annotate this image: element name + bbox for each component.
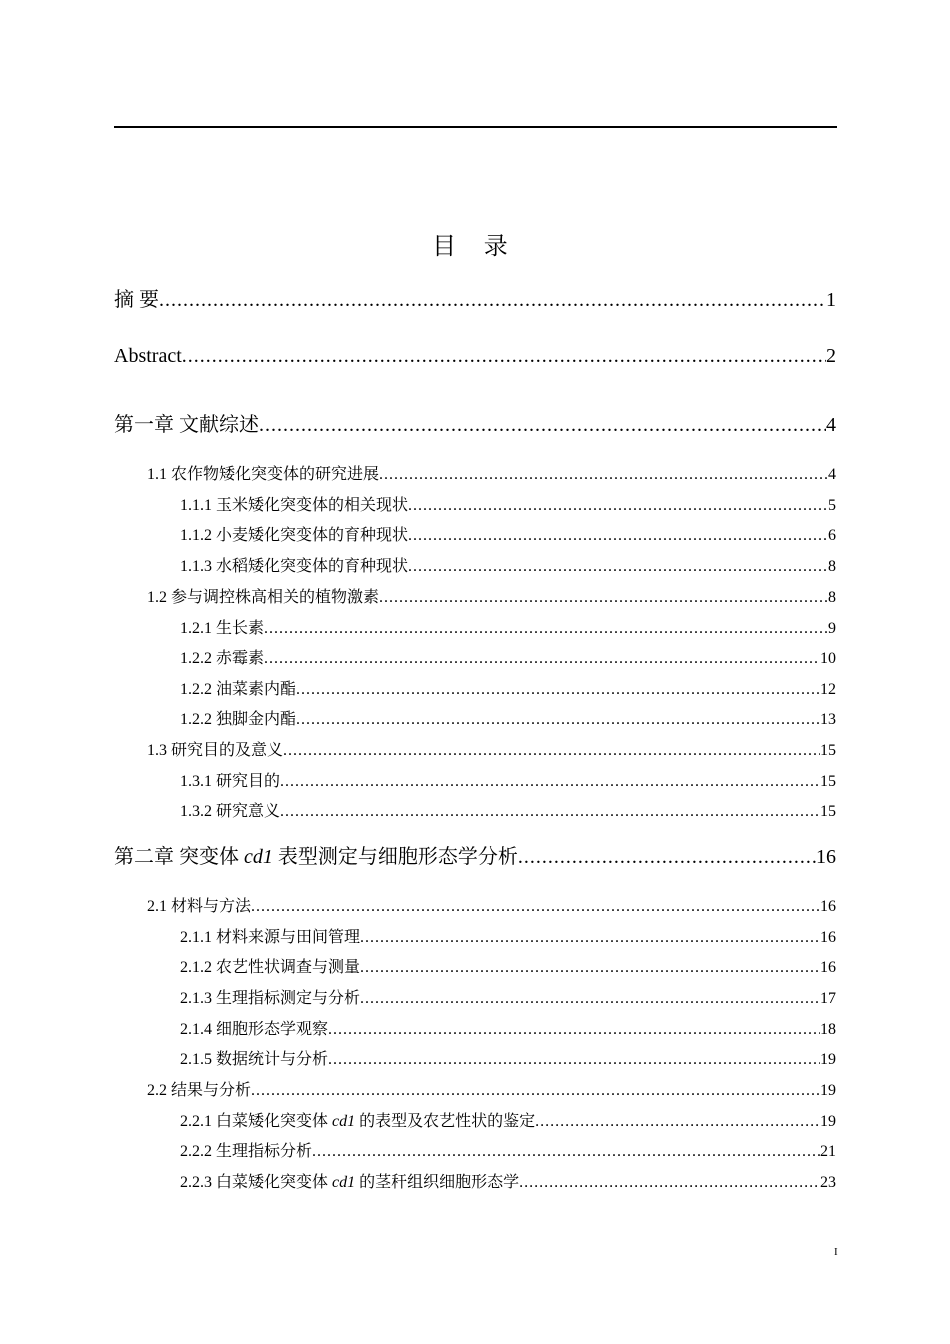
leader-dots xyxy=(535,1113,820,1131)
leader-dots xyxy=(312,1143,820,1161)
toc-entry-1-3-1[interactable] xyxy=(180,768,836,791)
toc-entry-abstract-cn[interactable] xyxy=(114,283,836,312)
toc-entry-page: 21 xyxy=(820,1143,836,1160)
leader-dots xyxy=(518,846,816,869)
toc-entry-label: 2.1.5 数据统计与分析 xyxy=(180,1051,329,1068)
label-pre: 2.2.1 白菜矮化突变体 xyxy=(180,1113,333,1130)
page-number: I xyxy=(834,1246,838,1258)
toc-entry-page: 16 xyxy=(820,959,836,976)
leader-dots xyxy=(360,990,820,1008)
toc-entry-1-2-2-c[interactable] xyxy=(180,706,836,729)
toc-entry-2-2[interactable] xyxy=(147,1077,836,1100)
toc-entry-2-1[interactable] xyxy=(147,893,836,916)
toc-entry-page: 15 xyxy=(820,742,836,759)
leader-dots xyxy=(283,742,820,760)
toc-entry-label: 1.1 农作物矮化突变体的研究进展 xyxy=(147,466,380,483)
label-emphasis: cd1 xyxy=(244,846,273,868)
toc-entry-page: 16 xyxy=(820,929,836,946)
toc-entry-label: 1.2.2 赤霉素 xyxy=(180,650,265,667)
leader-dots xyxy=(408,497,828,515)
leader-dots xyxy=(251,1082,820,1100)
label-emphasis: cd1 xyxy=(332,1113,356,1130)
toc-entry-1-1-2[interactable] xyxy=(180,522,836,545)
toc-entry-1-2-2-a[interactable] xyxy=(180,645,836,668)
toc-entry-label: 1.1.1 玉米矮化突变体的相关现状 xyxy=(180,497,409,514)
toc-entry-label: 2.1.1 材料来源与田间管理 xyxy=(180,929,361,946)
header-rule xyxy=(114,126,837,128)
toc-entry-label: 2.2.2 生理指标分析 xyxy=(180,1143,313,1160)
toc-entry-label: 1.2 参与调控株高相关的植物激素 xyxy=(147,589,380,606)
leader-dots xyxy=(408,558,828,576)
toc-entry-page: 6 xyxy=(828,527,836,544)
toc-entry-label: 2.1.4 细胞形态学观察 xyxy=(180,1021,329,1038)
toc-entry-page: 4 xyxy=(828,466,836,483)
label-pre: 第二章 突变体 xyxy=(114,846,244,868)
leader-dots xyxy=(296,681,820,699)
toc-entry-1-2[interactable] xyxy=(147,584,836,607)
toc-entry-page: 15 xyxy=(820,773,836,790)
toc-entry-page: 9 xyxy=(828,620,836,637)
toc-entry-label: 摘 要 xyxy=(114,289,159,311)
toc-entry-label: 1.3 研究目的及意义 xyxy=(147,742,284,759)
toc-entry-label: 2.1.3 生理指标测定与分析 xyxy=(180,990,361,1007)
leader-dots xyxy=(280,803,820,821)
leader-dots xyxy=(328,1021,820,1039)
toc-entry-page: 8 xyxy=(828,589,836,606)
toc-entry-page: 17 xyxy=(820,990,836,1007)
toc-entry-page: 10 xyxy=(820,650,836,667)
page-title: 目 录 xyxy=(432,232,518,260)
leader-dots xyxy=(280,773,820,791)
toc-entry-1-2-1[interactable] xyxy=(180,615,836,638)
toc-entry-1-3-2[interactable] xyxy=(180,798,836,821)
toc-entry-page: 13 xyxy=(820,711,836,728)
toc-entry-label: 1.1.3 水稻矮化突变体的育种现状 xyxy=(180,558,409,575)
label-post: 表型测定与细胞形态学分析 xyxy=(272,846,518,868)
toc-entry-label xyxy=(180,1169,519,1192)
toc-entry-label xyxy=(114,840,518,869)
toc-entry-2-2-1[interactable] xyxy=(180,1108,836,1131)
leader-dots xyxy=(264,650,820,668)
leader-dots xyxy=(264,620,828,638)
toc-entry-page: 19 xyxy=(820,1113,836,1130)
toc-entry-2-1-2[interactable] xyxy=(180,954,836,977)
toc-entry-page: 2 xyxy=(826,345,836,367)
label-post: 的茎秆组织细胞形态学 xyxy=(355,1174,520,1191)
toc-entry-page: 1 xyxy=(826,289,836,311)
leader-dots xyxy=(408,527,828,545)
toc-entry-1-3[interactable] xyxy=(147,737,836,760)
leader-dots xyxy=(159,289,826,312)
toc-entry-page: 12 xyxy=(820,681,836,698)
toc-entry-label: 第一章 文献综述 xyxy=(114,414,259,436)
toc-entry-page: 19 xyxy=(820,1051,836,1068)
toc-entry-label: 1.2.2 独脚金内酯 xyxy=(180,711,297,728)
toc-entry-label: 2.1.2 农艺性状调查与测量 xyxy=(180,959,361,976)
leader-dots xyxy=(296,711,820,729)
toc-entry-1-2-2-b[interactable] xyxy=(180,676,836,699)
toc-entry-label: 1.2.1 生长素 xyxy=(180,620,265,637)
toc-entry-2-2-2[interactable] xyxy=(180,1138,836,1161)
toc-entry-2-1-5[interactable] xyxy=(180,1046,836,1069)
toc-entry-label xyxy=(180,1108,535,1131)
leader-dots xyxy=(182,345,826,368)
toc-entry-page: 18 xyxy=(820,1021,836,1038)
toc-entry-page: 19 xyxy=(820,1082,836,1099)
toc-entry-page: 16 xyxy=(816,846,836,868)
toc-entry-label: 1.3.1 研究目的 xyxy=(180,773,281,790)
label-emphasis: cd1 xyxy=(332,1174,356,1191)
toc-entry-label: 2.2 结果与分析 xyxy=(147,1082,252,1099)
toc-entry-2-1-4[interactable] xyxy=(180,1016,836,1039)
toc-entry-chapter-2[interactable] xyxy=(114,840,836,869)
toc-entry-label: 1.1.2 小麦矮化突变体的育种现状 xyxy=(180,527,409,544)
toc-entry-1-1[interactable] xyxy=(147,461,836,484)
toc-entry-page: 15 xyxy=(820,803,836,820)
leader-dots xyxy=(519,1174,820,1192)
toc-entry-page: 4 xyxy=(826,414,836,436)
label-pre: 2.2.3 白菜矮化突变体 xyxy=(180,1174,333,1191)
toc-entry-label: Abstract xyxy=(114,345,182,367)
toc-entry-2-1-3[interactable] xyxy=(180,985,836,1008)
toc-entry-label: 1.3.2 研究意义 xyxy=(180,803,281,820)
toc-entry-1-1-1[interactable] xyxy=(180,492,836,515)
label-post: 的表型及农艺性状的鉴定 xyxy=(355,1113,536,1130)
toc-entry-label: 2.1 材料与方法 xyxy=(147,898,252,915)
toc-entry-page: 23 xyxy=(820,1174,836,1191)
toc-entry-page: 16 xyxy=(820,898,836,915)
leader-dots xyxy=(379,466,828,484)
toc-entry-2-2-3[interactable] xyxy=(180,1169,836,1192)
toc-entry-abstract-en[interactable] xyxy=(114,345,836,368)
toc-entry-label: 1.2.2 油菜素内酯 xyxy=(180,681,297,698)
toc-entry-2-1-1[interactable] xyxy=(180,924,836,947)
leader-dots xyxy=(360,929,820,947)
toc-entry-page: 8 xyxy=(828,558,836,575)
leader-dots xyxy=(328,1051,820,1069)
leader-dots xyxy=(251,898,820,916)
leader-dots xyxy=(360,959,820,977)
toc-entry-1-1-3[interactable] xyxy=(180,553,836,576)
leader-dots xyxy=(379,589,828,607)
toc-entry-chapter-1[interactable] xyxy=(114,408,836,437)
toc-entry-page: 5 xyxy=(828,497,836,514)
leader-dots xyxy=(259,414,826,437)
